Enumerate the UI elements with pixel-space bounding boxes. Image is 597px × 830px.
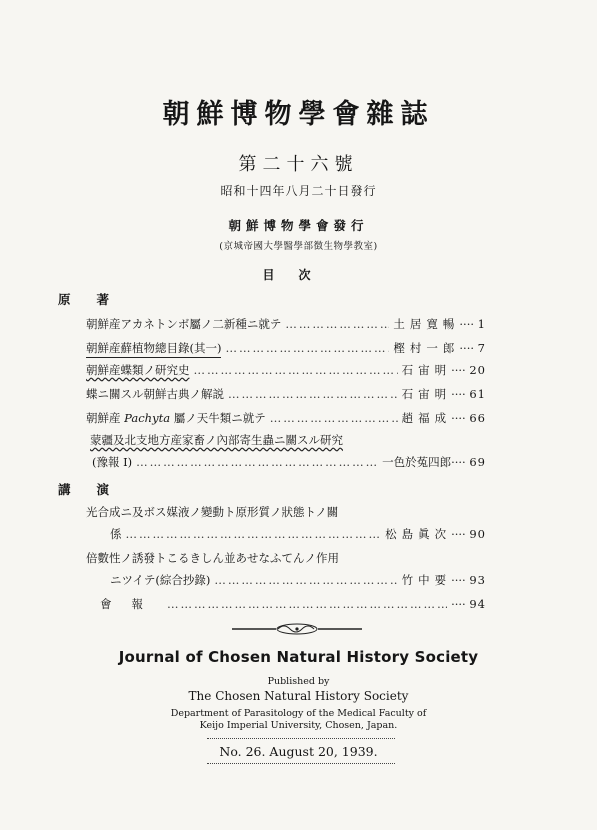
leader-dots xyxy=(214,573,397,587)
leader-dots xyxy=(194,363,398,377)
issue-date-english: No. 26. August 20, 1939. xyxy=(219,744,378,759)
leader-dots xyxy=(136,455,378,469)
toc-title: 朝鮮産 Pachyta 屬ノ天牛類ニ就テ xyxy=(86,411,266,425)
toc-page: ···· 20 xyxy=(451,363,486,377)
leader-dots xyxy=(285,317,389,331)
english-journal-title: Journal of Chosen Natural History Society xyxy=(118,648,479,666)
section-original-papers: 原著 xyxy=(58,292,136,307)
toc-entry[interactable] xyxy=(86,362,486,380)
affiliation: (京城帝國大學醫學部徴生物學教室) xyxy=(219,241,378,252)
publisher: 朝鮮博物學會發行 xyxy=(228,218,369,233)
toc-page: ···· 93 xyxy=(451,573,486,587)
toc-title-line1: 蒙疆及北支地方産家畜ノ內部寄生蟲ニ關スル研究 xyxy=(90,433,343,447)
leader-dots xyxy=(225,341,389,355)
leader-dots xyxy=(270,411,398,425)
section-lectures: 講演 xyxy=(58,482,136,497)
ornament-divider xyxy=(232,622,362,636)
journal-title: 朝鮮博物學會雜誌 xyxy=(162,99,435,130)
toc-author: 土居寛暢 xyxy=(393,317,460,331)
publication-date: 昭和十四年八月二十日發行 xyxy=(220,184,377,198)
toc-page: ···· 66 xyxy=(451,411,486,425)
genus-name: Pachyta xyxy=(124,411,171,425)
leader-dots xyxy=(167,597,447,611)
published-by: Published by xyxy=(267,676,330,687)
toc-entry[interactable] xyxy=(110,572,486,590)
toc-page: ···· 1 xyxy=(459,317,486,331)
toc-title: 朝鮮産アカネトンボ屬ノ二新種ニ就テ xyxy=(86,317,282,331)
toc-author: 竹中要 xyxy=(401,573,452,587)
toc-title: 係 xyxy=(110,527,122,541)
contents-heading: 目次 xyxy=(262,268,335,282)
toc-page: ···· 61 xyxy=(451,387,486,401)
toc-entry[interactable] xyxy=(92,454,486,472)
toc-author: 松島眞次 xyxy=(385,527,452,541)
department: Department of Parasitology of the Medical Faculty of xyxy=(170,708,427,719)
lecture-title-line1: 倍數性ノ誘發トこるきしん並あせなふてんノ作用 xyxy=(86,551,339,565)
toc-author: 樫村一郎 xyxy=(393,341,460,355)
toc-author: 石宙明 xyxy=(401,363,452,377)
toc-author: 一色於菟四郎 xyxy=(382,455,452,469)
dotted-rule-top xyxy=(207,738,395,739)
toc-entry[interactable] xyxy=(100,596,486,614)
toc-page: ···· 7 xyxy=(459,341,486,355)
toc-entry[interactable] xyxy=(86,316,486,334)
toc-page: ···· 69 xyxy=(451,455,486,469)
issue-number: 第二十六號 xyxy=(238,154,359,175)
toc-title: 朝鮮産蘚植物總目錄(其一) xyxy=(86,340,221,358)
toc-entry[interactable] xyxy=(86,386,486,404)
toc-entry[interactable] xyxy=(86,340,486,358)
toc-author: 石宙明 xyxy=(401,387,452,401)
toc-page: ···· 90 xyxy=(451,527,486,541)
leader-dots xyxy=(228,387,398,401)
toc-entry[interactable] xyxy=(86,410,486,428)
society-name: The Chosen Natural History Society xyxy=(188,689,409,703)
leader-dots xyxy=(126,527,382,541)
university: Keijo Imperial University, Chosen, Japan. xyxy=(199,720,398,731)
lecture-title-line1: 光合成ニ及ボス媒液ノ變動ト原形質ノ狀態トノ關 xyxy=(86,505,339,519)
toc-title: 朝鮮産蝶類ノ研究史 xyxy=(86,363,190,377)
toc-title: 蝶ニ關スル朝鮮古典ノ解説 xyxy=(86,387,224,401)
toc-title: (豫報 I) xyxy=(92,455,133,469)
toc-author: 趙福成 xyxy=(401,411,452,425)
dotted-rule-bottom xyxy=(207,763,395,764)
toc-title: ニツイテ(綜合抄錄) xyxy=(110,573,211,587)
toc-entry[interactable] xyxy=(110,526,486,544)
toc-title: 會報 xyxy=(100,597,163,611)
toc-page: ···· 94 xyxy=(451,597,486,611)
